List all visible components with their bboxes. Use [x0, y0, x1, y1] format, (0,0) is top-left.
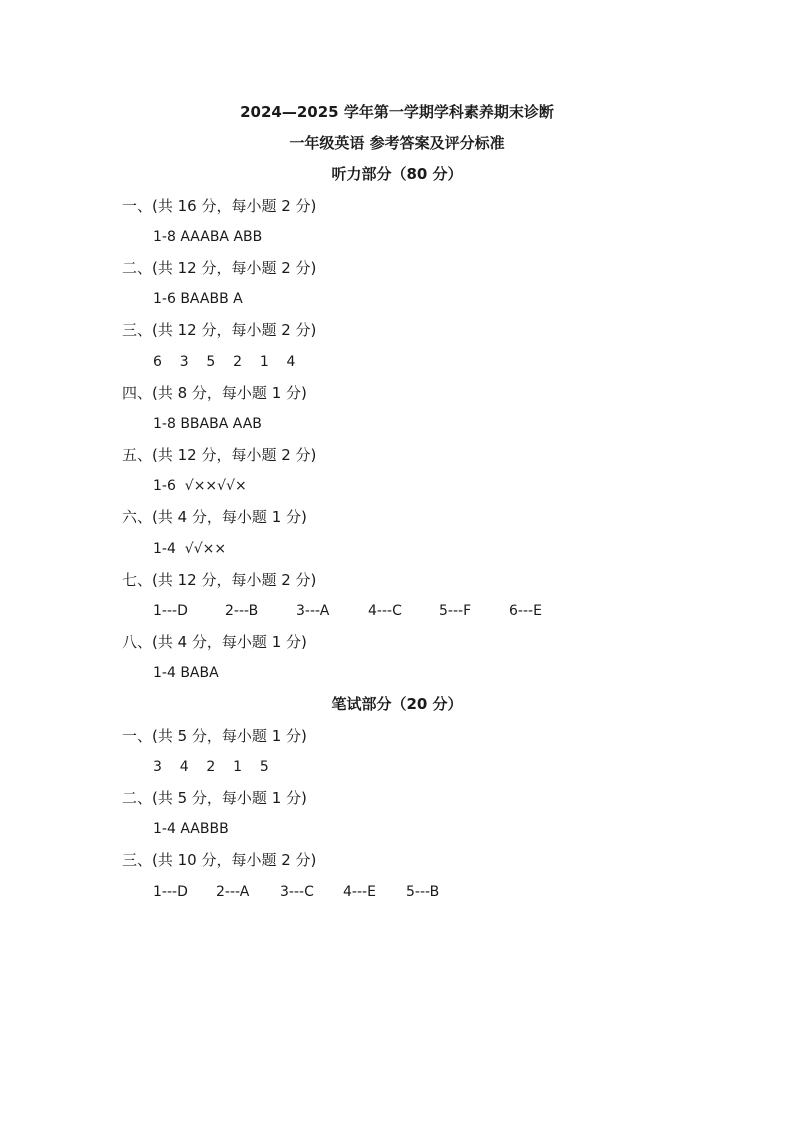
- listening-section-5-answer: 1-6 √××√√×: [153, 478, 247, 494]
- matching-answer-item: 1---D: [153, 603, 188, 619]
- listening-section-7-label: 七、(共 12 分，每小题 2 分): [122, 571, 317, 589]
- listening-section-6-label: 六、(共 4 分，每小题 1 分): [122, 508, 307, 526]
- written-section-2-answer: 1-4 AABBB: [153, 821, 229, 837]
- exam-title: 2024—2025 学年第一学期学科素养期末诊断: [240, 103, 554, 121]
- matching-answer-item: 1---D: [153, 884, 188, 900]
- matching-answer-item: 5---F: [439, 603, 472, 619]
- written-section-2-label: 二、(共 5 分，每小题 1 分): [122, 789, 307, 807]
- listening-heading: 听力部分（80 分）: [331, 165, 463, 183]
- written-heading: 笔试部分（20 分）: [331, 695, 463, 713]
- matching-answer-item: 2---B: [225, 603, 259, 619]
- listening-section-2-answer: 1-6 BAABB A: [153, 291, 243, 307]
- matching-answer-item: 2---A: [216, 884, 250, 900]
- listening-section-2-label: 二、(共 12 分，每小题 2 分): [122, 259, 317, 277]
- written-section-3-label: 三、(共 10 分，每小题 2 分): [122, 851, 317, 869]
- written-section-1-label: 一、(共 5 分，每小题 1 分): [122, 727, 307, 745]
- written-section-1-answer: 3 4 2 1 5: [153, 759, 269, 775]
- listening-section-1-answer: 1-8 AAABA ABB: [153, 229, 263, 245]
- listening-section-6-answer: 1-4 √√××: [153, 541, 227, 557]
- exam-subtitle: 一年级英语 参考答案及评分标准: [289, 134, 505, 152]
- matching-answer-item: 4---E: [343, 884, 376, 900]
- matching-answer-item: 6---E: [509, 603, 542, 619]
- listening-section-4-label: 四、(共 8 分，每小题 1 分): [122, 384, 307, 402]
- matching-answer-item: 5---B: [406, 884, 440, 900]
- listening-section-8-label: 八、(共 4 分，每小题 1 分): [122, 633, 307, 651]
- listening-section-5-label: 五、(共 12 分，每小题 2 分): [122, 446, 317, 464]
- matching-answer-item: 4---C: [368, 603, 402, 619]
- matching-answer-item: 3---C: [280, 884, 314, 900]
- listening-section-3-label: 三、(共 12 分，每小题 2 分): [122, 321, 317, 339]
- listening-section-4-answer: 1-8 BBABA AAB: [153, 416, 262, 432]
- listening-section-1-label: 一、(共 16 分，每小题 2 分): [122, 197, 317, 215]
- listening-section-3-answer: 6 3 5 2 1 4: [153, 354, 296, 370]
- listening-section-8-answer: 1-4 BABA: [153, 665, 219, 681]
- matching-answer-item: 3---A: [296, 603, 330, 619]
